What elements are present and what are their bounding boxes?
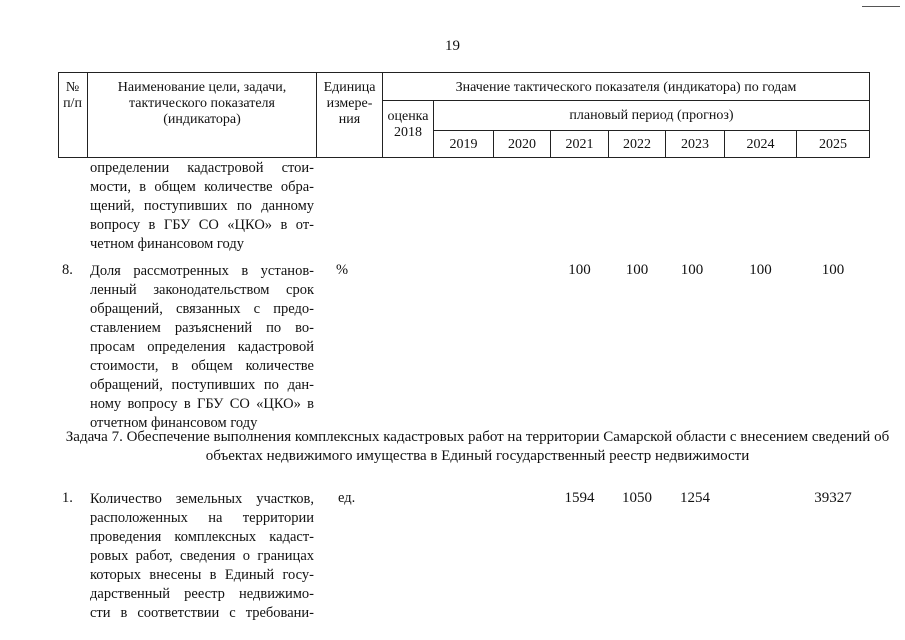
name-line: расположенных на территории [90, 510, 314, 526]
name-line: Количество земельных участков, [90, 491, 314, 507]
name-line: вопросу в ГБУ СО «ЦКО» в от- [90, 217, 314, 233]
name-line: которых внесены в Единый госу- [90, 567, 314, 583]
row-8-value-2024: 100 [749, 262, 772, 278]
header-mid-border [382, 100, 870, 101]
name-line: просам определения кадастровой [90, 339, 314, 355]
corner-mark [862, 6, 900, 7]
header-col-name: Наименование цели, задачи, тактического показателя (индикатора) [117, 80, 287, 127]
header-right-border [869, 72, 870, 158]
header-year-2021: 2021 [565, 137, 594, 152]
name-line: ному вопросу в ГБУ СО «ЦКО» в [90, 396, 314, 412]
row-continuation-name [90, 159, 314, 254]
name-line: сти в соответствии с требовани- [90, 605, 314, 621]
row-8-value-2025: 100 [821, 262, 845, 278]
header-year-2023: 2023 [681, 137, 709, 152]
header-col-values: Значение тактического показателя (индикатора) по годам [455, 80, 797, 95]
name-line: Доля рассмотренных в установ- [90, 263, 314, 279]
name-line: ставлением разъяснений по во- [90, 320, 314, 336]
header-plan-border [433, 130, 870, 131]
header-year-2024: 2024 [746, 137, 775, 152]
row-1-unit: ед. [338, 490, 356, 506]
name-line: дарственный реестр недвижимо- [90, 586, 314, 602]
header-year-2025: 2025 [819, 137, 847, 152]
row-1-value-2025: 39327 [814, 490, 852, 506]
row-8-value-2021: 100 [568, 262, 591, 278]
row-8-unit: % [336, 262, 349, 278]
header-year-2020: 2020 [508, 137, 536, 152]
name-line: щений, поступивших по данному [90, 198, 314, 214]
header-col-unit: Единица измере- ния [323, 80, 376, 127]
name-line: обращений, поступивших по дан- [90, 377, 314, 393]
name-line: обращений, связанных с предо- [90, 301, 314, 317]
row-1-value-2022: 1050 [622, 490, 652, 506]
header-col-no: № п/п [63, 80, 82, 111]
name-line: ровых работ, сведения о границах [90, 548, 314, 564]
row-8-number: 8. [62, 262, 73, 278]
name-line: ленный законодательством срок [90, 282, 314, 298]
name-line: отчетном финансовом году [90, 415, 258, 431]
row-1-number: 1. [62, 490, 73, 506]
task-7-heading: Задача 7. Обеспечение выполнения комплексных кадастровых работ на территории Самарской области с внесением сведений об объектах недвижимого имущества в Единый государственный реестр недвижимости [65, 429, 890, 464]
name-line: определении кадастровой стои- [90, 160, 314, 176]
row-8-value-2022: 100 [625, 262, 649, 278]
header-col-plan: плановый период (прогноз) [569, 108, 734, 123]
row-1-value-2023: 1254 [680, 490, 710, 506]
row-8-name [90, 262, 314, 433]
name-line: стоимости, в общем количестве [90, 358, 314, 374]
page-number: 19 [445, 38, 460, 54]
name-line: мости, в общем количестве обра- [90, 179, 314, 195]
header-year-2022: 2022 [623, 137, 651, 152]
row-1-value-2021: 1594 [564, 490, 595, 506]
row-1-name [90, 490, 314, 623]
header-top-border [58, 72, 870, 73]
name-line: проведения комплексных кадаст- [90, 529, 314, 545]
header-col-estimate: оценка 2018 [387, 109, 429, 140]
header-bottom-border [58, 157, 870, 158]
row-8-value-2023: 100 [680, 262, 704, 278]
header-year-2019: 2019 [449, 137, 478, 152]
name-line: четном финансовом году [90, 236, 244, 252]
